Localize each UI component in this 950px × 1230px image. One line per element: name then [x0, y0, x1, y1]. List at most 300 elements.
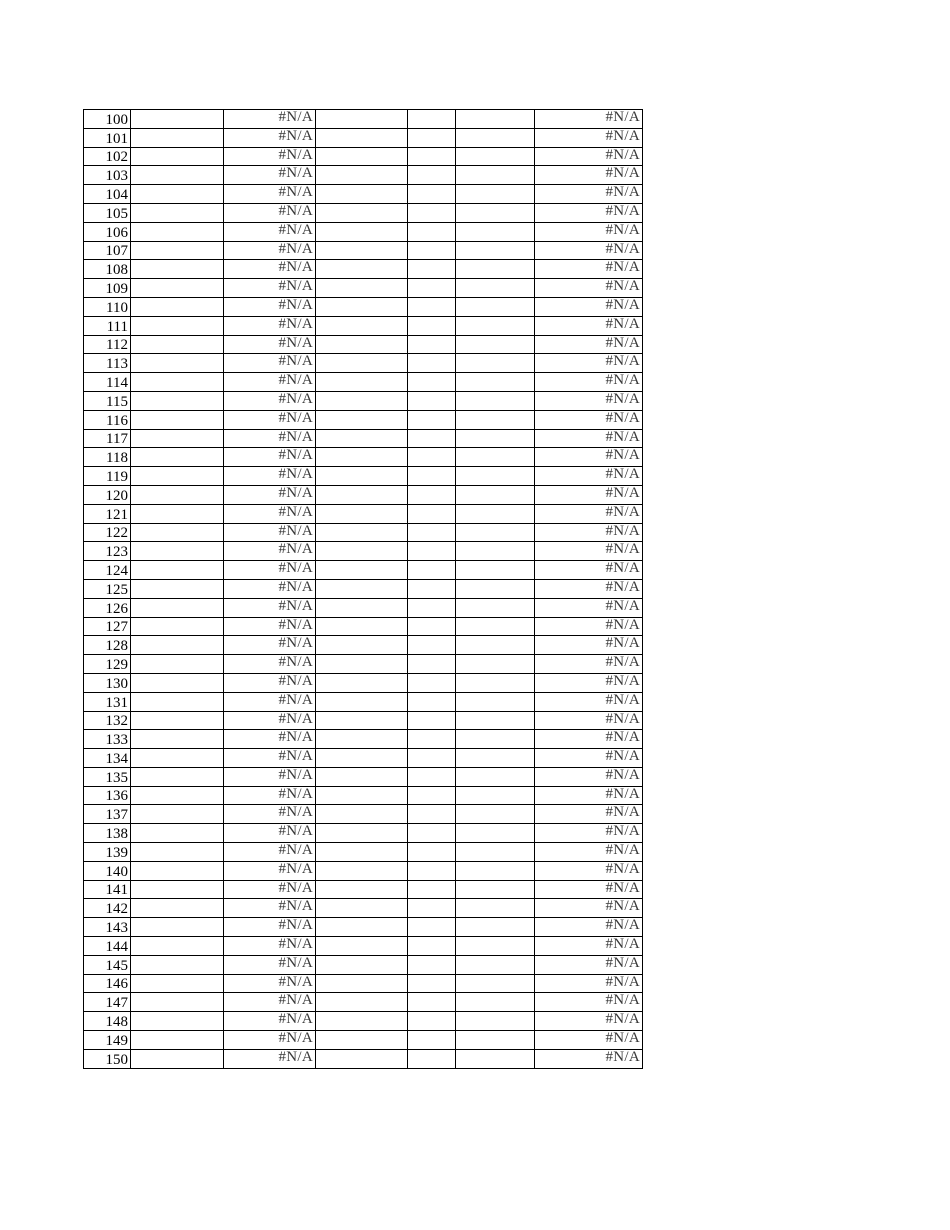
cell-d [316, 297, 408, 316]
cell-d [316, 467, 408, 486]
cell-g: #N/A [535, 448, 643, 467]
table-row [84, 504, 643, 523]
cell-d [316, 147, 408, 166]
cell-g: #N/A [535, 861, 643, 880]
cell-d [316, 937, 408, 956]
cell-g: #N/A [535, 166, 643, 185]
cell-d [316, 391, 408, 410]
row-number-cell: 114 [84, 373, 131, 392]
cell-d [316, 523, 408, 542]
row-number-cell: 106 [84, 222, 131, 241]
cell-e [408, 354, 456, 373]
cell-c: #N/A [224, 185, 316, 204]
cell-b [131, 391, 224, 410]
cell-e [408, 335, 456, 354]
cell-e [408, 561, 456, 580]
table-body [84, 110, 643, 1069]
cell-c: #N/A [224, 504, 316, 523]
cell-f [456, 185, 535, 204]
table-row [84, 692, 643, 711]
cell-c: #N/A [224, 542, 316, 561]
cell-e [408, 824, 456, 843]
cell-b [131, 222, 224, 241]
cell-e [408, 617, 456, 636]
table-row [84, 128, 643, 147]
cell-c: #N/A [224, 767, 316, 786]
cell-f [456, 448, 535, 467]
cell-f [456, 485, 535, 504]
cell-e [408, 147, 456, 166]
cell-f [456, 937, 535, 956]
cell-e [408, 711, 456, 730]
row-number-cell: 108 [84, 260, 131, 279]
cell-b [131, 354, 224, 373]
table-row [84, 974, 643, 993]
cell-f [456, 899, 535, 918]
cell-c: #N/A [224, 692, 316, 711]
table-row [84, 166, 643, 185]
cell-e [408, 692, 456, 711]
cell-c: #N/A [224, 918, 316, 937]
cell-b [131, 542, 224, 561]
cell-c: #N/A [224, 297, 316, 316]
cell-e [408, 241, 456, 260]
cell-g: #N/A [535, 579, 643, 598]
row-number-cell: 147 [84, 993, 131, 1012]
cell-c: #N/A [224, 241, 316, 260]
cell-d [316, 598, 408, 617]
row-number-cell: 136 [84, 786, 131, 805]
cell-b [131, 128, 224, 147]
cell-f [456, 1031, 535, 1050]
table-row [84, 222, 643, 241]
cell-c: #N/A [224, 203, 316, 222]
cell-b [131, 147, 224, 166]
cell-d [316, 561, 408, 580]
cell-f [456, 692, 535, 711]
cell-f [456, 373, 535, 392]
row-number-cell: 121 [84, 504, 131, 523]
cell-e [408, 1031, 456, 1050]
cell-e [408, 504, 456, 523]
table-row [84, 467, 643, 486]
table-row [84, 297, 643, 316]
cell-g: #N/A [535, 617, 643, 636]
table-row [84, 110, 643, 129]
cell-c: #N/A [224, 937, 316, 956]
cell-g: #N/A [535, 598, 643, 617]
cell-f [456, 636, 535, 655]
cell-g: #N/A [535, 1012, 643, 1031]
cell-e [408, 749, 456, 768]
cell-g: #N/A [535, 185, 643, 204]
cell-b [131, 617, 224, 636]
cell-g: #N/A [535, 974, 643, 993]
cell-c: #N/A [224, 467, 316, 486]
cell-b [131, 485, 224, 504]
cell-c: #N/A [224, 391, 316, 410]
cell-g: #N/A [535, 955, 643, 974]
cell-e [408, 128, 456, 147]
cell-g: #N/A [535, 147, 643, 166]
row-number-cell: 109 [84, 279, 131, 298]
row-number-cell: 107 [84, 241, 131, 260]
cell-f [456, 561, 535, 580]
table-row [84, 147, 643, 166]
cell-e [408, 410, 456, 429]
row-number-cell: 122 [84, 523, 131, 542]
table-row [84, 805, 643, 824]
row-number-cell: 120 [84, 485, 131, 504]
table-row [84, 843, 643, 862]
cell-c: #N/A [224, 598, 316, 617]
cell-b [131, 786, 224, 805]
row-number-cell: 145 [84, 955, 131, 974]
cell-c: #N/A [224, 485, 316, 504]
cell-d [316, 617, 408, 636]
cell-g: #N/A [535, 673, 643, 692]
table-row [84, 636, 643, 655]
cell-g: #N/A [535, 485, 643, 504]
cell-d [316, 711, 408, 730]
cell-d [316, 974, 408, 993]
cell-c: #N/A [224, 523, 316, 542]
cell-b [131, 805, 224, 824]
cell-f [456, 110, 535, 129]
cell-d [316, 203, 408, 222]
cell-f [456, 297, 535, 316]
table-row [84, 316, 643, 335]
cell-g: #N/A [535, 110, 643, 129]
cell-d [316, 843, 408, 862]
cell-g: #N/A [535, 1031, 643, 1050]
cell-d [316, 335, 408, 354]
cell-g: #N/A [535, 824, 643, 843]
cell-f [456, 617, 535, 636]
cell-b [131, 579, 224, 598]
cell-f [456, 730, 535, 749]
cell-d [316, 899, 408, 918]
row-number-cell: 139 [84, 843, 131, 862]
row-number-cell: 140 [84, 861, 131, 880]
cell-d [316, 260, 408, 279]
table-row [84, 655, 643, 674]
cell-c: #N/A [224, 655, 316, 674]
cell-b [131, 730, 224, 749]
row-number-cell: 101 [84, 128, 131, 147]
cell-e [408, 974, 456, 993]
row-number-cell: 150 [84, 1049, 131, 1068]
table-row [84, 279, 643, 298]
cell-d [316, 504, 408, 523]
cell-f [456, 203, 535, 222]
cell-f [456, 316, 535, 335]
cell-c: #N/A [224, 354, 316, 373]
cell-e [408, 448, 456, 467]
cell-e [408, 429, 456, 448]
table-row [84, 880, 643, 899]
cell-f [456, 918, 535, 937]
cell-d [316, 730, 408, 749]
cell-b [131, 561, 224, 580]
cell-d [316, 1049, 408, 1068]
cell-c: #N/A [224, 1049, 316, 1068]
cell-d [316, 805, 408, 824]
cell-e [408, 993, 456, 1012]
cell-d [316, 316, 408, 335]
cell-c: #N/A [224, 749, 316, 768]
cell-d [316, 749, 408, 768]
cell-d [316, 222, 408, 241]
table-row [84, 448, 643, 467]
cell-g: #N/A [535, 467, 643, 486]
row-number-cell: 135 [84, 767, 131, 786]
cell-e [408, 1049, 456, 1068]
table-row [84, 335, 643, 354]
cell-f [456, 786, 535, 805]
cell-d [316, 692, 408, 711]
cell-d [316, 786, 408, 805]
cell-e [408, 673, 456, 692]
cell-e [408, 279, 456, 298]
row-number-cell: 123 [84, 542, 131, 561]
cell-g: #N/A [535, 429, 643, 448]
cell-e [408, 805, 456, 824]
cell-c: #N/A [224, 711, 316, 730]
cell-b [131, 166, 224, 185]
row-number-cell: 126 [84, 598, 131, 617]
cell-f [456, 260, 535, 279]
cell-c: #N/A [224, 880, 316, 899]
cell-c: #N/A [224, 373, 316, 392]
cell-c: #N/A [224, 147, 316, 166]
cell-f [456, 824, 535, 843]
row-number-cell: 127 [84, 617, 131, 636]
cell-b [131, 335, 224, 354]
cell-c: #N/A [224, 448, 316, 467]
cell-e [408, 185, 456, 204]
cell-b [131, 955, 224, 974]
cell-g: #N/A [535, 391, 643, 410]
table-row [84, 260, 643, 279]
row-number-cell: 132 [84, 711, 131, 730]
cell-d [316, 636, 408, 655]
cell-e [408, 918, 456, 937]
row-number-cell: 142 [84, 899, 131, 918]
cell-g: #N/A [535, 767, 643, 786]
cell-e [408, 598, 456, 617]
cell-g: #N/A [535, 730, 643, 749]
row-number-cell: 102 [84, 147, 131, 166]
row-number-cell: 115 [84, 391, 131, 410]
row-number-cell: 125 [84, 579, 131, 598]
row-number-cell: 138 [84, 824, 131, 843]
cell-e [408, 955, 456, 974]
cell-c: #N/A [224, 617, 316, 636]
row-number-cell: 130 [84, 673, 131, 692]
cell-f [456, 655, 535, 674]
table-row [84, 711, 643, 730]
cell-e [408, 579, 456, 598]
table-row [84, 786, 643, 805]
cell-g: #N/A [535, 279, 643, 298]
cell-d [316, 373, 408, 392]
cell-b [131, 203, 224, 222]
cell-c: #N/A [224, 260, 316, 279]
cell-e [408, 373, 456, 392]
cell-f [456, 598, 535, 617]
cell-g: #N/A [535, 805, 643, 824]
cell-e [408, 730, 456, 749]
cell-f [456, 805, 535, 824]
cell-f [456, 673, 535, 692]
cell-f [456, 1049, 535, 1068]
cell-f [456, 504, 535, 523]
cell-b [131, 110, 224, 129]
cell-b [131, 410, 224, 429]
table-row [84, 241, 643, 260]
cell-b [131, 316, 224, 335]
table-row [84, 1031, 643, 1050]
cell-b [131, 974, 224, 993]
cell-g: #N/A [535, 786, 643, 805]
cell-b [131, 993, 224, 1012]
cell-c: #N/A [224, 561, 316, 580]
row-number-cell: 110 [84, 297, 131, 316]
cell-f [456, 880, 535, 899]
cell-b [131, 636, 224, 655]
cell-b [131, 880, 224, 899]
cell-b [131, 673, 224, 692]
cell-g: #N/A [535, 937, 643, 956]
cell-c: #N/A [224, 974, 316, 993]
cell-e [408, 843, 456, 862]
table-row [84, 485, 643, 504]
cell-c: #N/A [224, 824, 316, 843]
cell-g: #N/A [535, 222, 643, 241]
table-row [84, 429, 643, 448]
cell-b [131, 1031, 224, 1050]
cell-d [316, 673, 408, 692]
cell-g: #N/A [535, 636, 643, 655]
cell-f [456, 279, 535, 298]
cell-f [456, 974, 535, 993]
cell-f [456, 241, 535, 260]
row-number-cell: 146 [84, 974, 131, 993]
row-number-cell: 148 [84, 1012, 131, 1031]
cell-f [456, 861, 535, 880]
cell-c: #N/A [224, 166, 316, 185]
cell-e [408, 391, 456, 410]
cell-c: #N/A [224, 730, 316, 749]
table-row [84, 410, 643, 429]
cell-b [131, 843, 224, 862]
data-table [83, 109, 643, 1069]
row-number-cell: 100 [84, 110, 131, 129]
cell-g: #N/A [535, 843, 643, 862]
table-row [84, 185, 643, 204]
cell-e [408, 655, 456, 674]
row-number-cell: 111 [84, 316, 131, 335]
row-number-cell: 133 [84, 730, 131, 749]
cell-c: #N/A [224, 410, 316, 429]
table-row [84, 1049, 643, 1068]
cell-e [408, 542, 456, 561]
cell-c: #N/A [224, 128, 316, 147]
cell-c: #N/A [224, 429, 316, 448]
cell-g: #N/A [535, 373, 643, 392]
table-row [84, 937, 643, 956]
row-number-cell: 144 [84, 937, 131, 956]
cell-f [456, 955, 535, 974]
cell-d [316, 128, 408, 147]
cell-c: #N/A [224, 316, 316, 335]
cell-f [456, 993, 535, 1012]
table-row [84, 617, 643, 636]
cell-c: #N/A [224, 861, 316, 880]
cell-f [456, 523, 535, 542]
cell-g: #N/A [535, 316, 643, 335]
table-row [84, 993, 643, 1012]
row-number-cell: 134 [84, 749, 131, 768]
cell-d [316, 655, 408, 674]
cell-b [131, 692, 224, 711]
row-number-cell: 119 [84, 467, 131, 486]
cell-b [131, 861, 224, 880]
row-number-cell: 105 [84, 203, 131, 222]
cell-e [408, 899, 456, 918]
cell-b [131, 598, 224, 617]
cell-e [408, 786, 456, 805]
cell-g: #N/A [535, 655, 643, 674]
cell-b [131, 523, 224, 542]
cell-d [316, 993, 408, 1012]
cell-g: #N/A [535, 241, 643, 260]
cell-c: #N/A [224, 673, 316, 692]
cell-d [316, 918, 408, 937]
cell-b [131, 185, 224, 204]
cell-f [456, 354, 535, 373]
cell-c: #N/A [224, 1031, 316, 1050]
cell-b [131, 429, 224, 448]
cell-g: #N/A [535, 749, 643, 768]
table-row [84, 598, 643, 617]
cell-e [408, 485, 456, 504]
cell-b [131, 504, 224, 523]
cell-g: #N/A [535, 1049, 643, 1068]
cell-b [131, 655, 224, 674]
cell-f [456, 166, 535, 185]
cell-f [456, 467, 535, 486]
cell-d [316, 166, 408, 185]
cell-e [408, 316, 456, 335]
row-number-cell: 143 [84, 918, 131, 937]
cell-e [408, 166, 456, 185]
table-row [84, 1012, 643, 1031]
row-number-cell: 116 [84, 410, 131, 429]
cell-e [408, 767, 456, 786]
table-row [84, 354, 643, 373]
cell-b [131, 711, 224, 730]
cell-d [316, 410, 408, 429]
cell-g: #N/A [535, 260, 643, 279]
cell-b [131, 937, 224, 956]
cell-d [316, 279, 408, 298]
cell-d [316, 1012, 408, 1031]
cell-d [316, 185, 408, 204]
cell-f [456, 147, 535, 166]
row-number-cell: 112 [84, 335, 131, 354]
